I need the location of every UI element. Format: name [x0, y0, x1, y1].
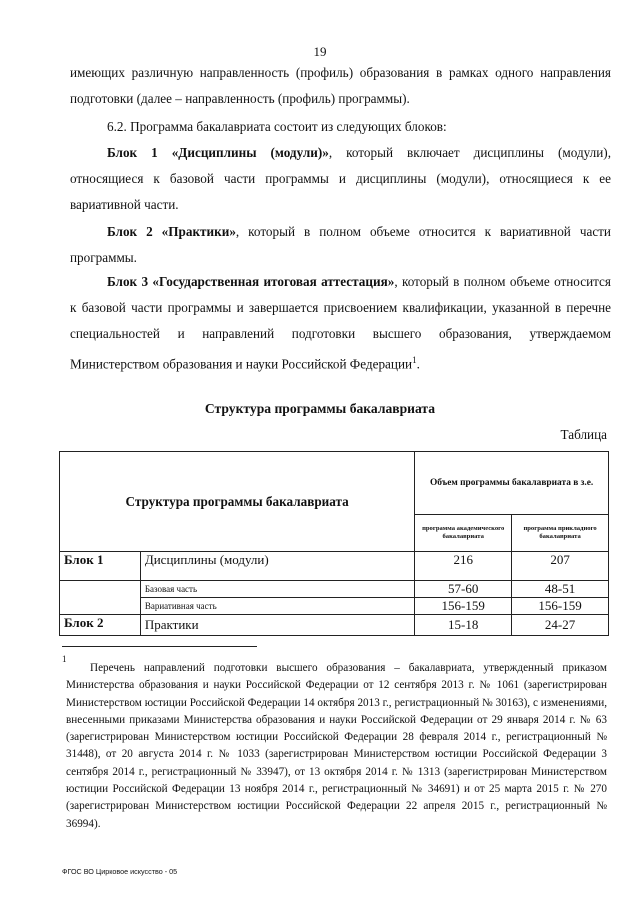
paragraph-6-2: [107, 114, 611, 140]
paragraph-block-1: [70, 140, 611, 218]
footnote-text: Перечень направлений подготовки высшего образования – бакалавриата, утвержденный приказом Министерства образования и науки Российской Федерации от 12 сентября 2013 г. № 1061 (зарегистрирован Министерством юстиции Российской Федерации 14 октября 2013 г., регистрационный № 30163), с изменениями, внесенными приказами Министерства образования и науки Российской Федерации от 29 января 2014 г. № 63 (зарегистрирован Министерством юстиции Российской Федерации 28 февраля 2014 г., регистрационный № 31448), от 20 августа 2014 г. № 1033 (зарегистрирован Министерством юстиции Российской Федерации 3 сентября 2014 г., регистрационный № 33947), от 13 октября 2014 г. № 1313 (зарегистрирован Министерством юстиции Российской Федерации 13 ноября 2014 г., регистрационный № 34691) и от 25 марта 2015 г. № 270 (зарегистрирован Министерством юстиции Российской Федерации 22 апреля 2015 г., регистрационный № 36994).: [66, 662, 607, 830]
table-header-applied: программа прикладного бакалавриата: [512, 515, 609, 552]
block-cell: [60, 581, 141, 615]
paragraph-text: имеющих различную направленность (профиль) образования в рамках одного направления подготовки (далее – направленность (профиль) программы).: [70, 65, 611, 106]
table-row: [60, 581, 609, 598]
name-cell: Базовая часть: [140, 581, 414, 598]
footnote-divider: [62, 646, 257, 647]
paragraph-text: 6.2. Программа бакалавриата состоит из следующих блоков:: [107, 119, 447, 134]
block-2-heading: Блок 2 «Практики»: [107, 224, 236, 239]
table-row: [60, 552, 609, 581]
block-1-heading: Блок 1 «Дисциплины (модули)»: [107, 145, 329, 160]
table-row: [60, 615, 609, 636]
table-title: Структура программы бакалавриата: [204, 401, 436, 416]
academic-cell: 156-159: [415, 598, 512, 615]
applied-cell: 207: [512, 552, 609, 581]
paragraph-block-3: [70, 269, 611, 377]
block-3-heading: Блок 3 «Государственная итоговая аттестация»: [107, 274, 395, 289]
table-caption: Таблица: [560, 427, 607, 442]
name-cell: Дисциплины (модули): [140, 552, 414, 581]
applied-cell: 48-51: [512, 581, 609, 598]
academic-cell: 57-60: [415, 581, 512, 598]
program-structure-table: [59, 451, 609, 636]
name-cell: Практики: [140, 615, 414, 636]
academic-cell: 15-18: [415, 615, 512, 636]
paragraph-end: .: [416, 356, 420, 372]
table-header-volume: Объем программы бакалавриата в з.е.: [415, 452, 609, 515]
paragraph-continuation: [70, 60, 611, 112]
block-cell: Блок 2: [60, 615, 141, 636]
name-cell: Вариативная часть: [140, 598, 414, 615]
table-row: [60, 598, 609, 615]
footnote-mark: 1: [62, 654, 67, 664]
table-header-academic: программа академического бакалавриата: [415, 515, 512, 552]
footnote-reference[interactable]: 1: [412, 355, 417, 365]
academic-cell: 216: [415, 552, 512, 581]
applied-cell: 24-27: [512, 615, 609, 636]
paragraph-text: , который включает дисциплины (модули), относящиеся к базовой части программы и дисциплины (модули), относящиеся к ее вариативной части.: [70, 145, 611, 212]
block-cell: Блок 1: [60, 552, 141, 581]
paragraph-block-2: [70, 219, 611, 271]
page-number: 19: [313, 44, 327, 59]
page-footer: ФГОС ВО Цирковое искусство - 05: [62, 867, 178, 876]
table-header-structure: Структура программы бакалавриата: [60, 452, 415, 552]
applied-cell: 156-159: [512, 598, 609, 615]
paragraph-text: , который в полном объеме относится к вариативной части программы.: [70, 224, 611, 265]
paragraph-text: , который в полном объеме относится к базовой части программы и завершается присвоением квалификации, указанной в перечне специальностей и направлений подготовки высшего образования, утверждаемом Министерством образования и науки Российской Федерации: [70, 274, 611, 372]
